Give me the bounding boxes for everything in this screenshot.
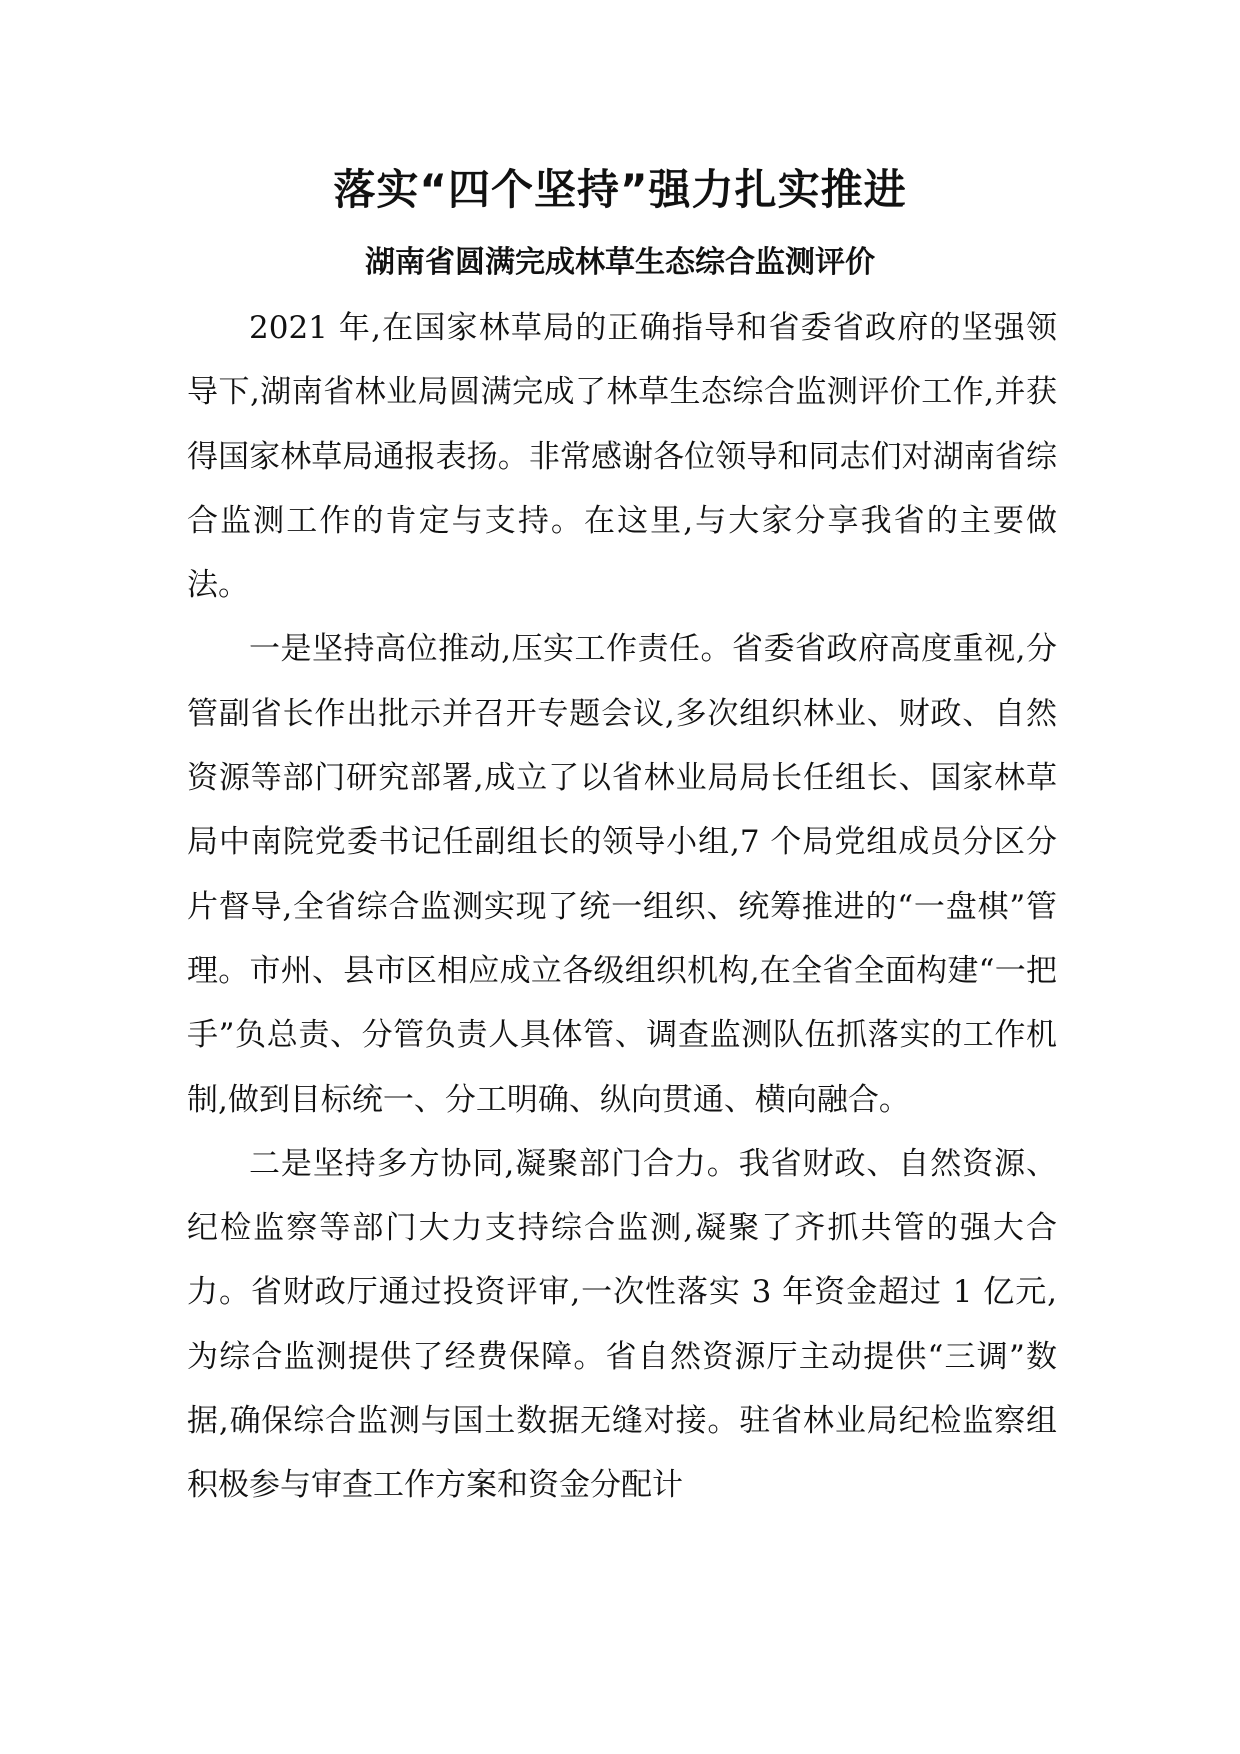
document-title: 落实“四个坚持”强力扎实推进 xyxy=(333,165,907,214)
paragraph-intro: 2021 年,在国家林草局的正确指导和省委省政府的坚强领导下,湖南省林业局圆满完成了林草生态综合监测评价工作,并获得国家林草局通报表扬。非常感谢各位领导和同志们对湖南省综合监测工作的肯定与支持。在这里,与大家分享我省的主要做法。 xyxy=(187,310,1057,604)
document-body xyxy=(187,296,1057,1518)
document-subtitle: 湖南省圆满完成林草生态综合监测评价 xyxy=(365,245,875,280)
paragraph-point-one: 一是坚持高位推动,压实工作责任。省委省政府高度重视,分管副省长作出批示并召开专题会议,多次组织林业、财政、自然资源等部门研究部署,成立了以省林业局局长任组长、国家林草局中南院党委书记任副组长的领导小组,7 个局党组成员分区分片督导,全省综合监测实现了统一组织、统筹推进的“一盘棋”管理。市州、县市区相应成立各级组织机构,在全省全面构建“一把手”负总责、分管负责人具体管、调查监测队伍抓落实的工作机制,做到目标统一、分工明确、纵向贯通、横向融合。 xyxy=(187,631,1057,1118)
paragraph-point-two: 二是坚持多方协同,凝聚部门合力。我省财政、自然资源、纪检监察等部门大力支持综合监测,凝聚了齐抓共管的强大合力。省财政厅通过投资评审,一次性落实 3 年资金超过 1 亿元,为综合监测提供了经费保障。省自然资源厅主动提供“三调”数据,确保综合监测与国土数据无缝对接。驻省林业局纪检监察组积极参与审查工作方案和资金分配计 xyxy=(187,1145,1057,1504)
